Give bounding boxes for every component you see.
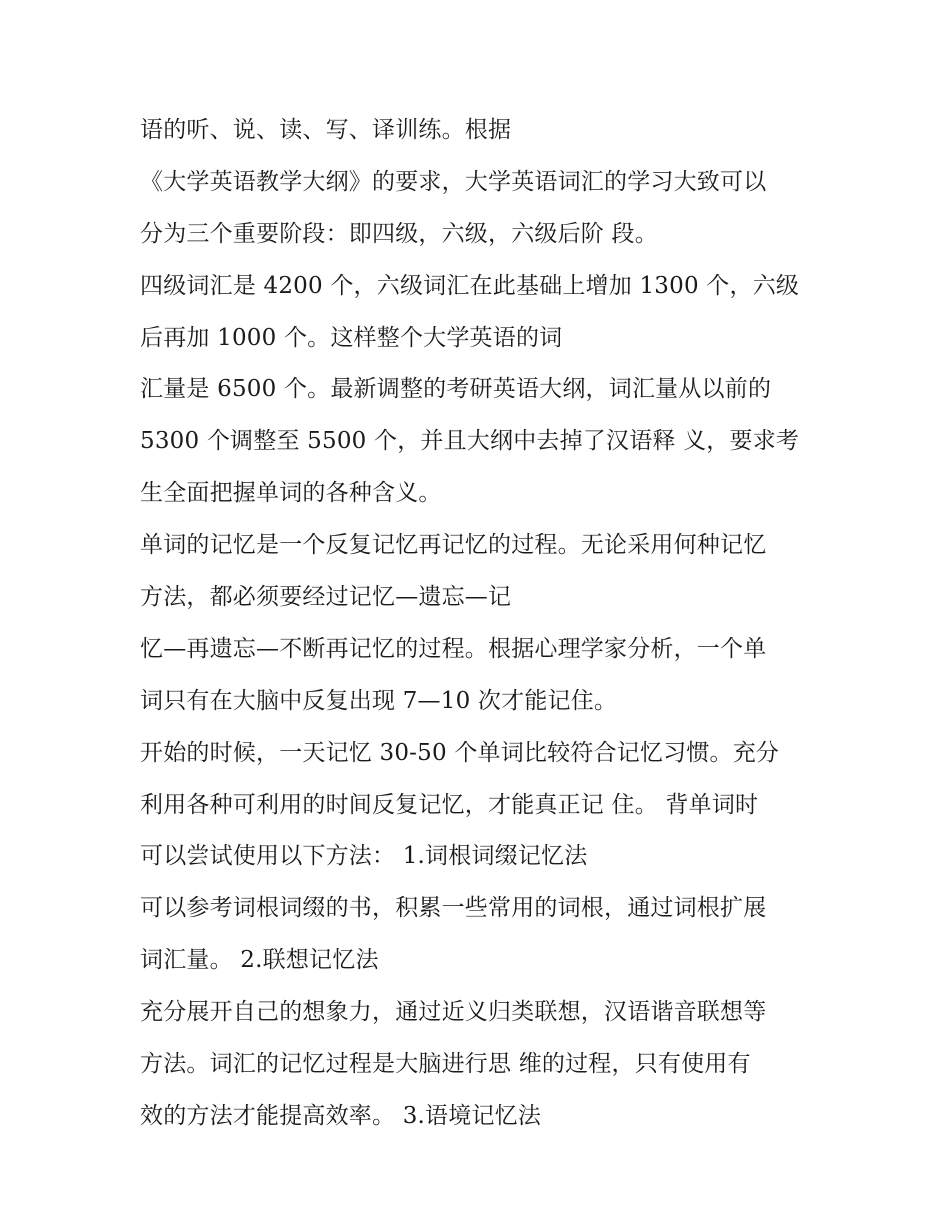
text-line: 分为三个重要阶段：即四级，六级，六级后阶 段。 xyxy=(140,220,658,247)
text-line: 效的方法才能提高效率。 3.语境记忆法 xyxy=(140,1102,542,1129)
text-line: 方法。词汇的记忆过程是大脑进行思 维的过程，只有使用有 xyxy=(140,1051,751,1078)
text-line: 开始的时候，一天记忆 30-50 个单词比较符合记忆习惯。充分 xyxy=(140,739,780,766)
text-line: 可以参考词根词缀的书，积累一些常用的词根，通过词根扩展 xyxy=(140,895,767,922)
text-line: 单词的记忆是一个反复记忆再记忆的过程。无论采用何种记忆 xyxy=(140,532,767,559)
text-line: 后再加 1000 个。这样整个大学英语的词 xyxy=(140,324,563,351)
text-line: 充分展开自己的想象力，通过近义归类联想，汉语谐音联想等 xyxy=(140,999,767,1026)
text-line: 忆—再遗忘—不断再记忆的过程。根据心理学家分析，一个单 xyxy=(140,635,767,662)
text-line: 《大学英语教学大纲》的要求，大学英语词汇的学习大致可以 xyxy=(140,168,767,195)
text-line: 语的听、说、读、写、译训练。根据 xyxy=(140,117,512,143)
text-line: 词只有在大脑中反复出现 7—10 次才能记住。 xyxy=(140,687,618,714)
text-line: 5300 个调整至 5500 个，并且大纲中去掉了汉语释 义，要求考 xyxy=(140,428,800,455)
text-line: 可以尝试使用以下方法： 1.词根词缀记忆法 xyxy=(140,843,588,870)
text-line: 四级词汇是 4200 个，六级词汇在此基础上增加 1300 个，六级 xyxy=(140,272,800,299)
body-text xyxy=(140,108,840,1146)
text-line: 利用各种可利用的时间反复记忆，才能真正记 住。 背单词时 xyxy=(140,791,759,818)
text-line: 词汇量。 2.联想记忆法 xyxy=(140,947,379,974)
text-line: 汇量是 6500 个。最新调整的考研英语大纲，词汇量从以前的 xyxy=(140,376,772,403)
text-line: 方法，都必须要经过记忆—遗忘—记 xyxy=(140,584,512,611)
text-line: 生全面把握单词的各种含义。 xyxy=(140,480,442,507)
